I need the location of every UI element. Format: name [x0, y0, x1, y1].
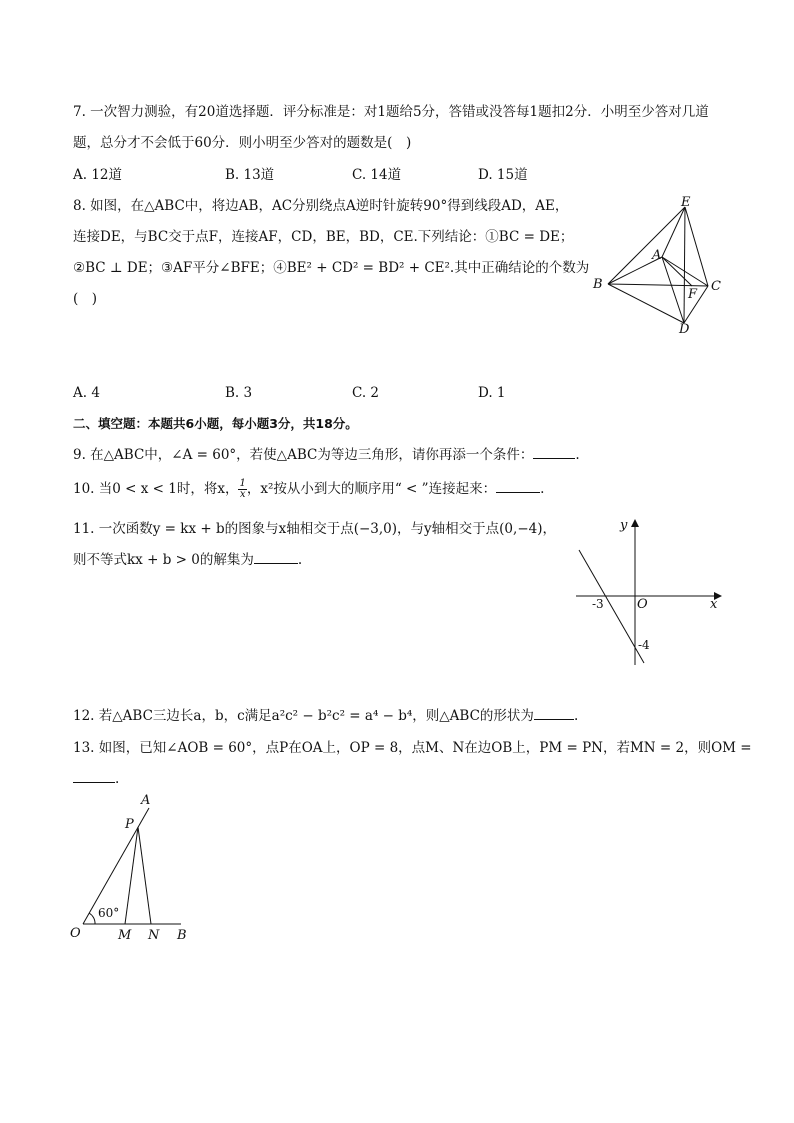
- q9-line: [73, 446, 580, 464]
- q10-end: .: [540, 481, 545, 497]
- q8-label-d: D: [679, 322, 690, 337]
- q7-option-d: D. 15道: [478, 167, 528, 183]
- q7-line1: 7. 一次智力测验，有20道选择题．评分标准是：对1题给5分，答错或没答每1题扣2分．小明至少答对几道: [73, 104, 709, 120]
- q13-label-a: A: [141, 793, 151, 808]
- q8-line4: ( ): [73, 291, 98, 307]
- q13-line1: 13. 如图，已知∠AOB = 60°，点P在OA上，OP = 8，点M、N在边OB上，PM = PN，若MN = 2，则OM =: [73, 740, 752, 756]
- q8-label-b: B: [593, 277, 603, 292]
- q13-label-m: M: [118, 928, 132, 943]
- q12-answer-blank: [534, 707, 574, 720]
- q12-text: 12. 若△ABC三边长a，b，c满足a²c² − b²c² = a⁴ − b⁴，则△ABC的形状为: [73, 708, 534, 724]
- q10-post: ，x²按从小到大的顺序用“ < ”连接起来：: [246, 481, 497, 497]
- q7-line2: 题，总分才不会低于60分．则小明至少答对的题数是( ): [73, 135, 412, 151]
- q8-figure: [585, 195, 730, 340]
- q13-answer-blank: [73, 770, 115, 783]
- q13-figure: [64, 790, 199, 950]
- q10-answer-blank: [496, 480, 540, 493]
- q13-label-p: P: [125, 817, 134, 832]
- q10-frac-den: x: [239, 489, 246, 500]
- q13-label-b: B: [177, 928, 187, 943]
- q10-line: [73, 479, 544, 500]
- q13-label-o: O: [70, 926, 81, 941]
- q11-label-minus4: -4: [638, 638, 650, 652]
- q8-option-c: C. 2: [352, 385, 380, 401]
- q11-line1: 11. 一次函数y = kx + b的图象与x轴相交于点(−3,0)，与y轴相交于点(0,−4)，: [73, 521, 556, 537]
- q9-answer-blank: [533, 446, 575, 459]
- q8-label-a: A: [652, 248, 662, 263]
- q8-option-b: B. 3: [225, 385, 253, 401]
- q11-graph: [568, 515, 728, 670]
- q12-line: [73, 707, 578, 725]
- q10-pre: 10. 当0 < x < 1时，将x，: [73, 481, 239, 497]
- q13-label-n: N: [148, 928, 160, 943]
- q12-end: .: [573, 708, 579, 724]
- q9-text: 9. 在△ABC中，∠A = 60°，若使△ABC为等边三角形，请你再添一个条件：: [73, 447, 534, 463]
- q11-line2: [73, 551, 302, 569]
- q11-label-y: y: [620, 518, 628, 533]
- q11-label-o: O: [637, 597, 648, 612]
- q8-line1: 8. 如图，在△ABC中，将边AB，AC分别绕点A逆时针旋转90°得到线段AD，AE，: [73, 198, 569, 214]
- q7-option-c: C. 14道: [352, 167, 402, 183]
- q13-line2: [73, 770, 119, 788]
- q9-end: .: [575, 447, 580, 463]
- y-axis-arrow: [631, 519, 639, 527]
- q7-option-b: B. 13道: [225, 167, 275, 183]
- q8-line2: 连接DE，与BC交于点F，连接AF，CD，BE，BD，CE.下列结论：①BC = DE；: [73, 229, 574, 245]
- section-2-heading: 二、填空题：本题共6小题，每小题3分，共18分。: [73, 416, 358, 431]
- q8-label-c: C: [711, 279, 721, 294]
- q7-option-a: A. 12道: [73, 167, 123, 183]
- q8-option-a: A. 4: [73, 385, 100, 401]
- q11-label-x: x: [710, 597, 718, 612]
- q8-label-e: E: [681, 195, 691, 210]
- q8-option-d: D. 1: [478, 385, 506, 401]
- q10-fraction: [238, 479, 246, 500]
- q11-answer-blank: [254, 551, 298, 564]
- q13-angle-label: 60°: [98, 906, 120, 920]
- q13-end: .: [115, 771, 120, 787]
- q11-label-minus3: -3: [592, 597, 604, 611]
- q8-line3: ②BC ⊥ DE；③AF平分∠BFE；④BE² + CD² = BD² + CE².其中正确结论的个数为: [73, 260, 590, 276]
- q8-label-f: F: [688, 287, 698, 302]
- q10-frac-num: 1: [239, 478, 246, 489]
- q11-line2-text: 则不等式kx + b > 0的解集为: [73, 552, 254, 568]
- q11-end: .: [297, 552, 303, 568]
